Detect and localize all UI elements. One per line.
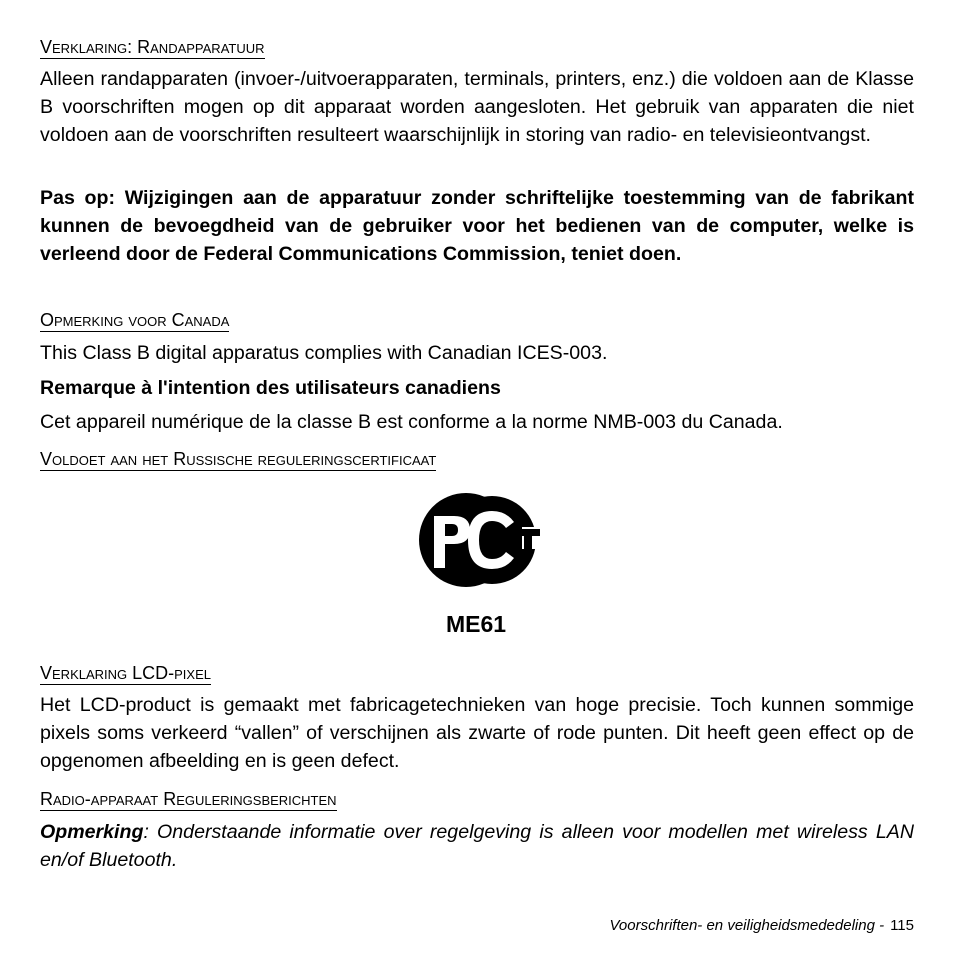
- canada-body: This Class B digital apparatus complies with Canadian ICES-003.: [40, 342, 608, 364]
- canada-body-fr: Cet appareil numérique de la classe B est conforme a la norme NMB-003 du Canada.: [40, 411, 783, 433]
- page-footer: [609, 916, 914, 936]
- footer-title: Voorschriften- en veiligheidsmededeling -: [609, 917, 885, 934]
- page-number: 115: [890, 917, 914, 934]
- lcd-body: Het LCD-product is gemaakt met fabricagetechnieken van hoge precisie. Toch kunnen sommige pixels soms verkeerd “vallen” of verschijnen als zwarte of rode punten. Dit heeft geen effect op de opgenomen afbeelding en is geen defect.: [40, 694, 914, 772]
- section-heading-peripheral: Verklaring: Randapparatuur: [40, 37, 265, 57]
- caution-paragraph: Pas op: Wijzigingen aan de apparatuur zonder schriftelijke toestemming van de fabrikant kunnen de bevoegdheid van de gebruiker voor het bedienen van de computer, welke is verleend door de Federal Communications Commission, teniet doen.: [40, 187, 914, 265]
- note-text: : Onderstaande informatie over regelgeving is alleen voor modellen met wireless LAN en/of Bluetooth.: [40, 821, 914, 871]
- pct-certification-mark-icon: [418, 492, 542, 588]
- model-number: ME61: [446, 611, 507, 637]
- note-label: Opmerking: [40, 821, 144, 843]
- peripheral-body: Alleen randapparaten (invoer-/uitvoerapparaten, terminals, printers, enz.) die voldoen aan de Klasse B voorschriften mogen op dit apparaat worden aangesloten. Het gebruik van apparaten die niet voldoen aan de voorschriften resulteert waarschijnlijk in storing van radio- en televisieontvangst.: [40, 68, 914, 146]
- canada-subheading-fr: Remarque à l'intention des utilisateurs canadiens: [40, 377, 501, 399]
- section-heading-radio: Radio-apparaat Reguleringsberichten: [40, 789, 337, 809]
- section-heading-canada: Opmerking voor Canada: [40, 310, 230, 330]
- radio-note: [40, 818, 914, 874]
- section-heading-lcd: Verklaring LCD-pixel: [40, 663, 211, 683]
- section-heading-russia: Voldoet aan het Russische reguleringscertificaat: [40, 449, 437, 469]
